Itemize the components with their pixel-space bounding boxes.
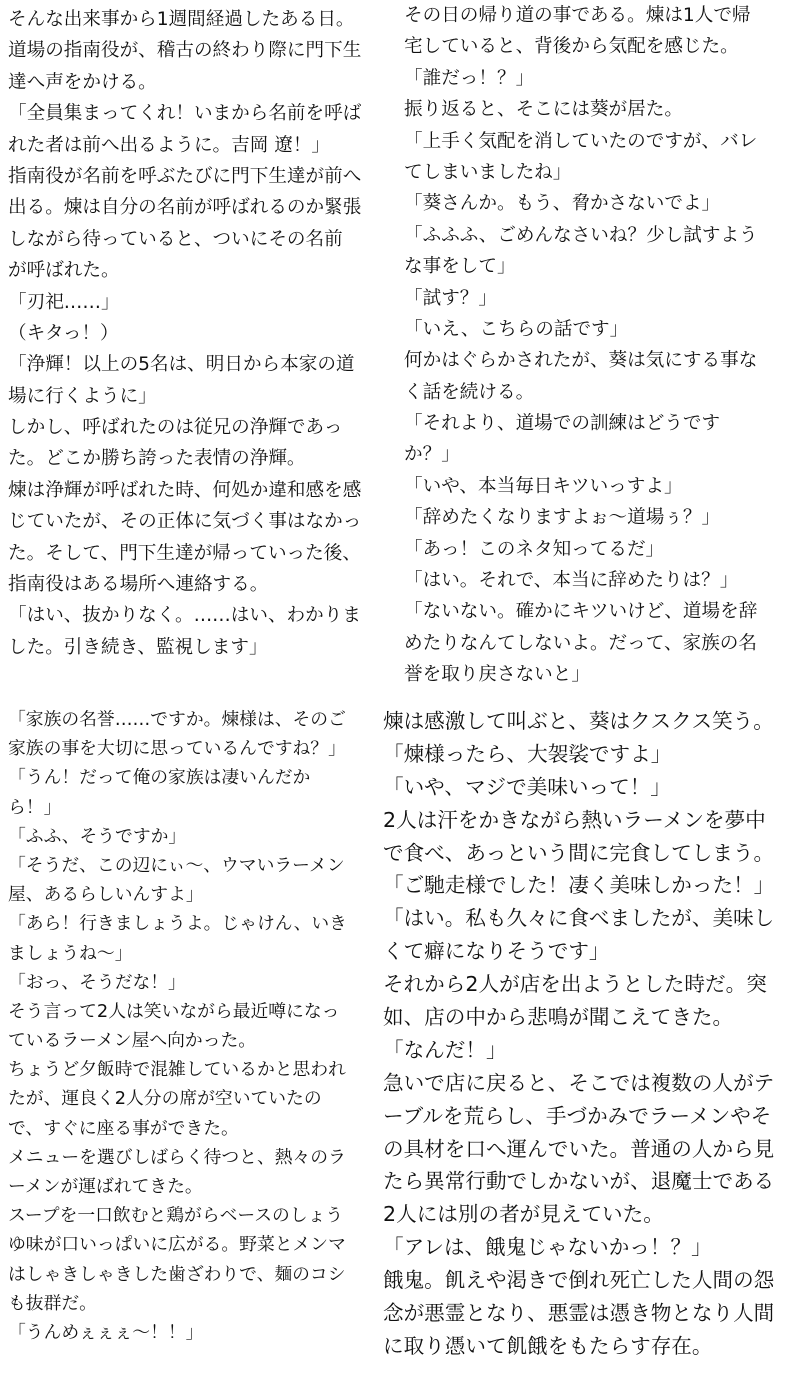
text-line: 「いや、本当毎日キツいっすよ」	[404, 475, 683, 497]
text-line: ーブルを荒らし、手づかみでラーメンやそ	[383, 1103, 772, 1128]
text-line: 「全員集まってくれ！いまから名前を呼ば	[8, 103, 362, 125]
text-line: 「あら！行きましょうよ。じゃけん、いき	[8, 913, 347, 935]
text-line: 「葵さんか。もう、脅かさないでよ」	[404, 193, 721, 215]
text-line: た。そして、門下生達が帰っていった後、	[8, 542, 361, 564]
text-line: メニューを選びしばらく待つと、熱々のラ	[8, 1146, 346, 1168]
text-line: しかし、呼ばれたのは従兄の浄輝であっ	[8, 417, 343, 439]
text-panel-top-right	[404, 0, 796, 706]
text-line: 「刃祀……」	[8, 291, 120, 313]
text-line: しながら待っていると、ついにその名前	[8, 228, 343, 250]
text-line: に取り憑いて飢餓をもたらす存在。	[383, 1333, 713, 1358]
text-line: ゆ味が口いっぱいに広がる。野菜とメンマ	[8, 1234, 346, 1256]
text-line: はしゃきしゃきした歯ざわりで、麺のコシ	[8, 1263, 346, 1285]
text-line: ているラーメン屋へ向かった。	[8, 1030, 257, 1052]
text-line: 「ないない。確かにキツいけど、道場を辞	[404, 601, 758, 623]
text-line: の具材を口へ運んでいた。普通の人から見	[383, 1136, 775, 1161]
text-line: 「試す？」	[404, 287, 497, 309]
text-line: で食べ、あっという間に完食してしまう。	[383, 840, 775, 865]
text-panel-top-left	[8, 4, 396, 694]
text-line: くて癖になりそうです」	[383, 939, 610, 964]
text-line: な事をして」	[404, 256, 516, 278]
text-line: ちょうど夕飯時で混雑しているかと思われ	[8, 1059, 346, 1081]
text-line: 「いや、マジで美味いって！」	[383, 774, 671, 799]
text-line: めたりなんてしないよ。だって、家族の名	[404, 632, 757, 654]
text-line: 「はい。それで、本当に辞めたりは？」	[404, 570, 739, 592]
text-line: たら異常行動でしかないが、退魔士である	[383, 1169, 775, 1194]
text-line: 2人には別の者が見えていた。	[383, 1202, 664, 1227]
text-line: 念が悪霊となり、悪霊は憑き物となり人間	[383, 1301, 775, 1326]
text-line: 達へ声をかける。	[8, 71, 157, 93]
text-line: 場に行くように」	[8, 385, 157, 407]
text-line: 「ふふふ、ごめんなさいね？少し試すよう	[404, 224, 758, 246]
text-line: も抜群だ。	[8, 1292, 97, 1314]
text-line: 「おっ、そうだな！」	[8, 971, 186, 993]
text-line: 急いで店に戻ると、そこでは複数の人がテ	[383, 1070, 775, 1095]
text-line: 「ふふ、そうですか」	[8, 825, 187, 847]
text-line: 「ご馳走様でした！凄く美味しかった！」	[383, 873, 775, 898]
text-line: じていたが、その正体に気づく事はなかっ	[8, 511, 362, 533]
text-line: れた者は前へ出るように。吉岡 遼！」	[8, 134, 331, 156]
text-line: 道場の指南役が、稽古の終わり際に門下生	[8, 40, 362, 62]
text-line: が呼ばれた。	[8, 260, 120, 282]
text-line: ーメンが運ばれてきた。	[8, 1176, 203, 1197]
text-line: 如、店の中から悲鳴が聞こえてきた。	[383, 1005, 734, 1030]
text-line: 「それより、道場での訓練はどうです	[404, 413, 721, 435]
text-line: スープを一口飲むと鶏がらベースのしょう	[8, 1205, 344, 1227]
text-line: 「辞めたくなりますよぉ〜道場ぅ？」	[404, 507, 721, 529]
text-line: たが、運良く2人分の席が空いていたの	[8, 1088, 322, 1110]
text-line: 「うん！だって俺の家族は凄いんだか	[8, 767, 311, 789]
text-line: 出る。煉は自分の名前が呼ばれるのか緊張	[8, 197, 362, 219]
text-line: た。どこか勝ち誇った表情の浄輝。	[8, 448, 306, 470]
text-line: 「いえ、こちらの話です」	[404, 318, 629, 340]
text-line: （キタっ！）	[8, 322, 119, 344]
text-line: 2人は汗をかきながら熱いラーメンを夢中	[383, 807, 766, 832]
text-line: ら！」	[8, 796, 62, 818]
text-line: 「アレは、餓鬼じゃないかっ！？」	[383, 1235, 712, 1260]
text-line: そう言って2人は笑いながら最近噂になっ	[8, 1000, 340, 1022]
text-line: した。引き続き、監視します」	[8, 636, 268, 658]
text-line: 誉を取り戻さないと」	[404, 664, 590, 686]
text-line: 「煉様ったら、大袈裟ですよ」	[383, 741, 672, 766]
text-line: 何かはぐらかされたが、葵は気にする事な	[404, 350, 758, 372]
text-line: 「なんだ！」	[383, 1037, 507, 1062]
text-line: か？」	[404, 444, 460, 466]
text-line: 振り返ると、そこには葵が居た。	[404, 99, 683, 121]
text-line: その日の帰り道の事である。煉は1人で帰	[404, 5, 751, 26]
text-line: 「浄輝！以上の5名は、明日から本家の道	[8, 354, 355, 376]
text-line: 「あっ！このネタ知ってるだ」	[404, 538, 665, 560]
text-line: く話を続ける。	[404, 381, 535, 403]
text-line: 宅していると、背後から気配を感じた。	[404, 36, 739, 58]
text-line: 家族の事を大切に思っているんですね？」	[8, 738, 346, 760]
text-line: 「うんめぇぇぇ〜！！」	[8, 1321, 204, 1343]
text-line: 「そうだ、この辺にぃ〜、ウマいラーメン	[8, 854, 345, 876]
text-line: それから2人が店を出ようとした時だ。突	[383, 972, 767, 997]
text-line: 屋、あるらしいんすよ」	[8, 884, 204, 906]
text-line: 「家族の名誉……ですか。煉様は、そのご	[8, 709, 346, 730]
text-panel-bottom-left	[8, 705, 384, 1389]
text-line: 指南役はある場所へ連絡する。	[8, 574, 269, 596]
text-line: 「誰だっ！？」	[404, 67, 535, 89]
text-line: 「はい、抜かりなく。……はい、わかりま	[8, 605, 361, 627]
text-line: 「はい。私も久々に食べましたが、美味し	[383, 906, 775, 931]
text-line: そんな出来事から1週間経過したある日。	[8, 9, 355, 30]
text-line: てしまいましたね」	[404, 161, 572, 183]
text-line: 煉は浄輝が呼ばれた時、何処か違和感を感	[8, 479, 362, 501]
text-line: 「上手く気配を消していたのですが、バレ	[404, 130, 758, 152]
text-line: で、すぐに座る事ができた。	[8, 1117, 239, 1139]
text-line: ましょうね〜」	[8, 942, 133, 964]
text-line: 煉は感激して叫ぶと、葵はクスクス笑う。	[383, 709, 774, 733]
text-line: 餓鬼。飢えや渇きで倒れ死亡した人間の怨	[383, 1268, 775, 1293]
text-panel-bottom-right	[383, 705, 798, 1389]
text-line: 指南役が名前を呼ぶたびに門下生達が前へ	[8, 165, 362, 187]
